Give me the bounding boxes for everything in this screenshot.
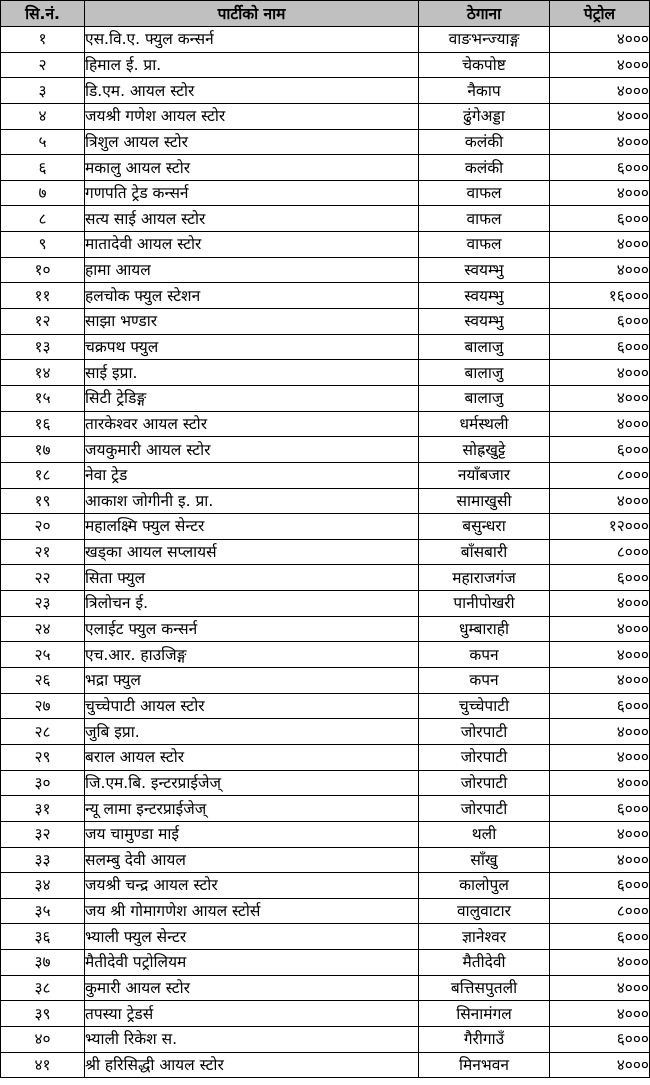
cell-party-name: सिटी ट्रेडिङ्ग (85, 385, 419, 411)
cell-serial-number: २६ (1, 668, 85, 694)
cell-petrol: ४००० (550, 232, 650, 258)
cell-petrol: ४००० (550, 1001, 650, 1027)
cell-address: वाफल (419, 206, 550, 232)
cell-serial-number: ३८ (1, 975, 85, 1001)
cell-petrol: १२००० (550, 514, 650, 540)
cell-serial-number: २८ (1, 719, 85, 745)
cell-serial-number: ३९ (1, 1001, 85, 1027)
table-row (1, 488, 650, 514)
cell-address: बत्तिसपुतली (419, 975, 550, 1001)
table-row (1, 257, 650, 283)
cell-serial-number: ३५ (1, 898, 85, 924)
cell-address: साँखु (419, 847, 550, 873)
cell-address: बालाजु (419, 334, 550, 360)
cell-serial-number: ११ (1, 283, 85, 309)
cell-petrol: ८००० (550, 462, 650, 488)
cell-serial-number: २१ (1, 539, 85, 565)
cell-party-name: हामा आयल (85, 257, 419, 283)
cell-petrol: ६००० (550, 693, 650, 719)
cell-serial-number: १६ (1, 411, 85, 437)
cell-address: थली (419, 821, 550, 847)
cell-serial-number: ४ (1, 103, 85, 129)
cell-serial-number: १९ (1, 488, 85, 514)
cell-party-name: सिता फ्युल (85, 565, 419, 591)
cell-address: जोरपाटी (419, 719, 550, 745)
table-row (1, 539, 650, 565)
cell-serial-number: २३ (1, 591, 85, 617)
cell-petrol: ६००० (550, 309, 650, 335)
table-row (1, 129, 650, 155)
cell-party-name: जि.एम.बि. इन्टरप्राईजेज् (85, 770, 419, 796)
cell-address: स्वयम्भु (419, 283, 550, 309)
cell-party-name: जयकुमारी आयल स्टोर (85, 437, 419, 463)
cell-party-name: भ्याली रिकेश स. (85, 1026, 419, 1052)
cell-party-name: जय चामुण्डा माई (85, 821, 419, 847)
cell-petrol: ८००० (550, 539, 650, 565)
cell-party-name: मैतीदेवी पट्रोलियम (85, 950, 419, 976)
cell-address: ढुंगेअड्डा (419, 103, 550, 129)
cell-address: बाँसबारी (419, 539, 550, 565)
table-row (1, 309, 650, 335)
table-row (1, 385, 650, 411)
cell-serial-number: १४ (1, 360, 85, 386)
cell-party-name: जयश्री चन्द्र आयल स्टोर (85, 873, 419, 899)
cell-address: कालोपुल (419, 873, 550, 899)
cell-party-name: भद्रा फ्युल (85, 668, 419, 694)
cell-petrol: ४००० (550, 847, 650, 873)
cell-address: कपन (419, 642, 550, 668)
cell-party-name: त्रिशुल आयल स्टोर (85, 129, 419, 155)
table-row (1, 565, 650, 591)
table-row (1, 821, 650, 847)
cell-serial-number: १५ (1, 385, 85, 411)
table-row (1, 411, 650, 437)
cell-address: वाङभन्ज्याङ्ग (419, 27, 550, 53)
cell-party-name: जुबि इप्रा. (85, 719, 419, 745)
cell-serial-number: ३३ (1, 847, 85, 873)
table-row (1, 232, 650, 258)
cell-serial-number: ३१ (1, 796, 85, 822)
header-party-name: पार्टीको नाम (85, 1, 419, 27)
cell-petrol: ६००० (550, 924, 650, 950)
table-row (1, 770, 650, 796)
cell-serial-number: २२ (1, 565, 85, 591)
table-row (1, 744, 650, 770)
table-row (1, 642, 650, 668)
cell-serial-number: १७ (1, 437, 85, 463)
cell-address: चेकपोष्ट (419, 52, 550, 78)
cell-petrol: ४००० (550, 719, 650, 745)
table-row (1, 847, 650, 873)
cell-address: पानीपोखरी (419, 591, 550, 617)
cell-petrol: ६००० (550, 565, 650, 591)
header-row (1, 1, 650, 27)
table-row (1, 873, 650, 899)
cell-address: बालाजु (419, 385, 550, 411)
cell-petrol: ६००० (550, 873, 650, 899)
table-row (1, 591, 650, 617)
cell-serial-number: ७ (1, 180, 85, 206)
table-row (1, 975, 650, 1001)
table-row (1, 693, 650, 719)
cell-petrol: ४००० (550, 821, 650, 847)
cell-serial-number: १३ (1, 334, 85, 360)
cell-serial-number: ६ (1, 155, 85, 181)
table-header (1, 1, 650, 27)
table-row (1, 898, 650, 924)
cell-address: चुच्चेपाटी (419, 693, 550, 719)
cell-party-name: डि.एम. आयल स्टोर (85, 78, 419, 104)
table-row (1, 206, 650, 232)
cell-party-name: आकाश जोगीनी इ. प्रा. (85, 488, 419, 514)
table-row (1, 437, 650, 463)
cell-petrol: ६००० (550, 796, 650, 822)
cell-petrol: ४००० (550, 360, 650, 386)
cell-petrol: ४००० (550, 770, 650, 796)
cell-party-name: तपस्या ट्रेडर्स (85, 1001, 419, 1027)
cell-petrol: ४००० (550, 642, 650, 668)
table-row (1, 796, 650, 822)
table-row (1, 1001, 650, 1027)
cell-petrol: ६००० (550, 1026, 650, 1052)
cell-petrol: १६००० (550, 283, 650, 309)
table-row (1, 78, 650, 104)
cell-address: कलंकी (419, 155, 550, 181)
cell-serial-number: ८ (1, 206, 85, 232)
cell-party-name: साझा भण्डार (85, 309, 419, 335)
cell-address: वाफल (419, 180, 550, 206)
table-row (1, 334, 650, 360)
cell-petrol: ४००० (550, 27, 650, 53)
cell-party-name: नेवा ट्रेड (85, 462, 419, 488)
cell-petrol: ४००० (550, 616, 650, 642)
cell-address: जोरपाटी (419, 744, 550, 770)
cell-serial-number: २७ (1, 693, 85, 719)
cell-serial-number: २४ (1, 616, 85, 642)
cell-party-name: बराल आयल स्टोर (85, 744, 419, 770)
header-petrol: पेट्रोल (550, 1, 650, 27)
table-body (1, 27, 650, 1078)
table-row (1, 616, 650, 642)
cell-petrol: ४००० (550, 975, 650, 1001)
table-row (1, 950, 650, 976)
cell-party-name: महालक्ष्मि फ्युल सेन्टर (85, 514, 419, 540)
cell-petrol: ६००० (550, 437, 650, 463)
cell-party-name: एच.आर. हाउजिङ्ग (85, 642, 419, 668)
cell-party-name: जय श्री गोमागणेश आयल स्टोर्स (85, 898, 419, 924)
cell-serial-number: ३० (1, 770, 85, 796)
table-row (1, 719, 650, 745)
table-row (1, 668, 650, 694)
cell-address: नैकाप (419, 78, 550, 104)
cell-serial-number: १८ (1, 462, 85, 488)
cell-address: सिनामंगल (419, 1001, 550, 1027)
cell-address: धर्मस्थली (419, 411, 550, 437)
cell-address: बालाजु (419, 360, 550, 386)
cell-petrol: ६००० (550, 334, 650, 360)
table-row (1, 360, 650, 386)
cell-serial-number: ३४ (1, 873, 85, 899)
cell-party-name: कुमारी आयल स्टोर (85, 975, 419, 1001)
cell-petrol: ८००० (550, 898, 650, 924)
cell-party-name: हिमाल ई. प्रा. (85, 52, 419, 78)
table-row (1, 180, 650, 206)
cell-petrol: ६००० (550, 155, 650, 181)
cell-serial-number: ३ (1, 78, 85, 104)
cell-address: बसुन्धरा (419, 514, 550, 540)
cell-address: नयाँबजार (419, 462, 550, 488)
cell-address: जोरपाटी (419, 796, 550, 822)
cell-party-name: साई इप्रा. (85, 360, 419, 386)
cell-petrol: ४००० (550, 950, 650, 976)
cell-petrol: ४००० (550, 78, 650, 104)
header-serial-number: सि.नं. (1, 1, 85, 27)
cell-petrol: ६००० (550, 206, 650, 232)
cell-petrol: ४००० (550, 1052, 650, 1078)
header-address: ठेगाना (419, 1, 550, 27)
table-row (1, 27, 650, 53)
cell-serial-number: ४१ (1, 1052, 85, 1078)
cell-serial-number: २९ (1, 744, 85, 770)
cell-address: जोरपाटी (419, 770, 550, 796)
cell-address: मैतीदेवी (419, 950, 550, 976)
cell-serial-number: २ (1, 52, 85, 78)
cell-party-name: खड्का आयल सप्लायर्स (85, 539, 419, 565)
cell-party-name: मातादेवी आयल स्टोर (85, 232, 419, 258)
cell-serial-number: ३२ (1, 821, 85, 847)
cell-serial-number: ३७ (1, 950, 85, 976)
table-row (1, 103, 650, 129)
cell-address: सामाखुसी (419, 488, 550, 514)
cell-petrol: ४००० (550, 488, 650, 514)
table-row (1, 514, 650, 540)
table-row (1, 283, 650, 309)
cell-petrol: ४००० (550, 52, 650, 78)
cell-address: सोह्रखुट्टे (419, 437, 550, 463)
cell-party-name: न्यू लामा इन्टरप्राईजेज् (85, 796, 419, 822)
cell-party-name: हलचोक फ्युल स्टेशन (85, 283, 419, 309)
cell-party-name: त्रिलोचन ई. (85, 591, 419, 617)
cell-serial-number: ९ (1, 232, 85, 258)
cell-address: कलंकी (419, 129, 550, 155)
cell-address: गैरीगाउँ (419, 1026, 550, 1052)
cell-party-name: गणपति ट्रेड कन्सर्न (85, 180, 419, 206)
cell-party-name: मकालु आयल स्टोर (85, 155, 419, 181)
cell-party-name: चुच्चेपाटी आयल स्टोर (85, 693, 419, 719)
cell-serial-number: १ (1, 27, 85, 53)
cell-petrol: ४००० (550, 129, 650, 155)
table-row (1, 924, 650, 950)
cell-address: वालुवाटार (419, 898, 550, 924)
cell-serial-number: १० (1, 257, 85, 283)
cell-party-name: श्री हरिसिद्धी आयल स्टोर (85, 1052, 419, 1078)
table-row (1, 1052, 650, 1078)
cell-petrol: ४००० (550, 668, 650, 694)
table-row (1, 155, 650, 181)
cell-serial-number: २५ (1, 642, 85, 668)
cell-petrol: ४००० (550, 385, 650, 411)
cell-petrol: ४००० (550, 257, 650, 283)
cell-party-name: एस.वि.ए. फ्युल कन्सर्न (85, 27, 419, 53)
cell-petrol: ४००० (550, 180, 650, 206)
table-row (1, 1026, 650, 1052)
cell-address: मिनभवन (419, 1052, 550, 1078)
cell-party-name: सत्य साई आयल स्टोर (85, 206, 419, 232)
cell-address: महाराजगंज (419, 565, 550, 591)
cell-address: वाफल (419, 232, 550, 258)
cell-serial-number: २० (1, 514, 85, 540)
cell-petrol: ४००० (550, 744, 650, 770)
cell-serial-number: १२ (1, 309, 85, 335)
table-row (1, 52, 650, 78)
cell-address: धुम्बाराही (419, 616, 550, 642)
cell-petrol: ४००० (550, 103, 650, 129)
table-row (1, 462, 650, 488)
cell-serial-number: ३६ (1, 924, 85, 950)
cell-serial-number: ४० (1, 1026, 85, 1052)
cell-address: ज्ञानेश्वर (419, 924, 550, 950)
cell-party-name: तारकेश्वर आयल स्टोर (85, 411, 419, 437)
cell-petrol: ४००० (550, 591, 650, 617)
cell-party-name: जयश्री गणेश आयल स्टोर (85, 103, 419, 129)
cell-party-name: सलम्बु देवी आयल (85, 847, 419, 873)
cell-party-name: भ्याली फ्युल सेन्टर (85, 924, 419, 950)
cell-serial-number: ५ (1, 129, 85, 155)
cell-address: कपन (419, 668, 550, 694)
cell-party-name: एलाईट फ्युल कन्सर्न (85, 616, 419, 642)
cell-address: स्वयम्भु (419, 309, 550, 335)
cell-address: स्वयम्भु (419, 257, 550, 283)
cell-party-name: चक्रपथ फ्युल (85, 334, 419, 360)
cell-petrol: ४००० (550, 411, 650, 437)
